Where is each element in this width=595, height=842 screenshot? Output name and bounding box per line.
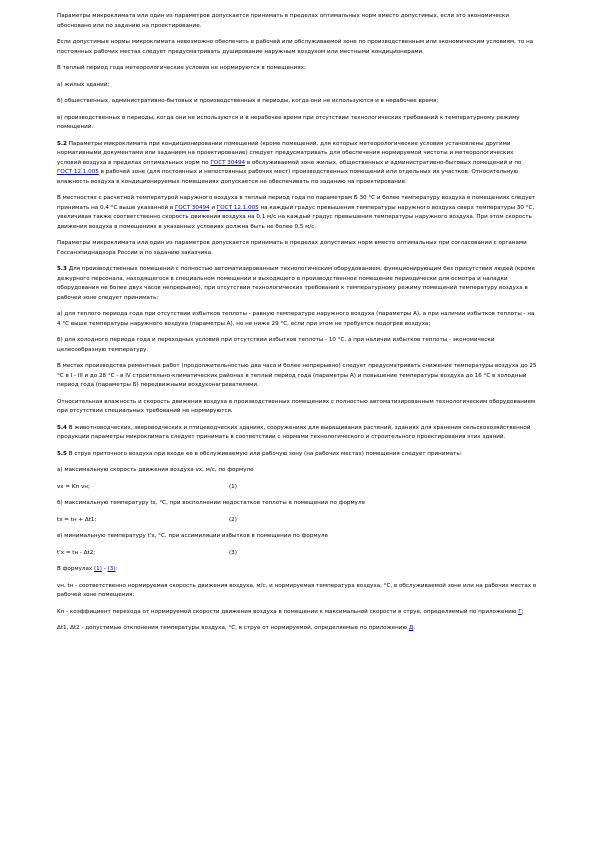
reference-link[interactable]: Д — [408, 625, 414, 631]
formula-expression: t'х = tн - Δt2; — [57, 549, 96, 556]
paragraph — [57, 64, 537, 74]
paragraph — [57, 624, 537, 634]
paragraph-text: . — [413, 625, 416, 631]
paragraph-text: В струе приточного воздуха при входе ее в обслуживаемую или рабочую зону (на рабочих местах) помещения следует принимать: — [66, 450, 462, 457]
paragraph — [57, 450, 537, 460]
paragraph — [57, 608, 537, 618]
paragraph — [57, 97, 537, 107]
paragraph-text: в обслуживаемой зоне жилых, общественных и административно-бытовых помещений и по — [245, 159, 522, 166]
clause-number: 5.5 — [57, 450, 67, 457]
reference-link[interactable]: ГОСТ 30494 — [174, 204, 210, 211]
paragraph — [57, 424, 537, 443]
paragraph — [57, 310, 537, 329]
paragraph-text: и — [209, 204, 217, 211]
formula-line — [57, 549, 537, 559]
paragraph-text: б) для холодного периода года и переходных условий при отсутствии избытков теплоты - 10 °С, а при наличии избытков теплоты - экономически целесообразную температуру. — [57, 337, 495, 353]
paragraph — [57, 81, 537, 91]
formula-expression: tх = tн + Δt1; — [57, 516, 97, 523]
paragraph — [57, 336, 537, 355]
formula-expression: vх = Kп vн; — [57, 483, 90, 490]
document-body — [57, 12, 537, 634]
paragraph — [57, 114, 537, 133]
paragraph-text: а) жилых зданий; — [57, 81, 110, 88]
clause-number: 5.4 — [57, 424, 67, 431]
paragraph — [57, 194, 537, 232]
formula-number: (3) — [229, 549, 237, 556]
paragraph — [57, 239, 537, 258]
paragraph-text: ; — [521, 608, 524, 615]
paragraph-text: В формулах — [57, 566, 94, 572]
paragraph-text: vн, tн - соответственно нормируемая скорость движения воздуха, м/с, и нормируемая температура воздуха, °С, в обслуживаемой зоне или на рабочих местах в рабочей зоне помещения; — [57, 582, 537, 598]
paragraph-text: в) минимальную температуру t'х, °С, при ассимиляции избытков в помещении по формуле — [57, 533, 328, 539]
paragraph — [57, 38, 537, 57]
reference-link[interactable]: (3) — [107, 566, 116, 572]
paragraph — [57, 265, 537, 303]
paragraph-text: на каждый градус превышения температуры наружного воздуха сверх температуры 30 °С, увеличивая также соответственно скорость движения воздуха на 0,1 м/с на каждый градус превышения температуры наружного воздуха. При этом скорость движения воздуха в помещениях в указанных условиях должна быть не более 0,5 м/с. — [57, 204, 535, 230]
reference-link[interactable]: ГОСТ 12.1.005 — [57, 169, 99, 175]
paragraph-text: в) производственных в периоды, когда они не используются и в нерабочее время при отсутствии технологических требований к температурному режиму помещений. — [57, 114, 520, 130]
paragraph-text: - — [101, 566, 108, 572]
paragraph — [57, 398, 537, 417]
paragraph-text: В местностях с расчетной температурой наружного воздуха в теплый период года по параметрам Б 30 °С и более температуру воздуха в помещениях следует принимать на 0,4 °С выше указанной в — [57, 195, 536, 211]
paragraph-text: : — [115, 566, 118, 572]
paragraph — [57, 140, 537, 188]
clause-number: 5.2 — [57, 140, 67, 147]
paragraph-text: Kп - коэффициент перехода от нормируемой скорости движения воздуха в помещении к максимальной скорости в струе, определяемый по приложению — [57, 608, 519, 615]
clause-number: 5.3 — [57, 266, 67, 272]
paragraph-text: Относительная влажность и скорость движения воздуха в производственных помещениях с полностью автоматизированным технологическим оборудованием при отсутствии специальных требований не нормируются. — [57, 398, 536, 414]
reference-link[interactable]: (1) — [94, 566, 102, 572]
paragraph — [57, 582, 537, 601]
paragraph-text: а) максимальную скорость движения воздуха vх, м/с, по формуле — [57, 467, 254, 473]
paragraph-text: Δt1, Δt2 - допустимые отклонения температуры воздуха, °С, в струе от нормируемой, определяемые по приложению — [57, 625, 409, 631]
paragraph-text: Для производственных помещений с полностью автоматизированным технологическим оборудованием, функционирующим без присутствия людей (кроме дежурного персонала, находящегося в специальном помещении и выходящего в производственное помещение периодически для осмотра и наладки оборудования не более двух часов непрерывно), при отсутствии технологических требований к температурному режиму помещений температуру воздуха в рабочей зоне следует принимать: — [57, 266, 536, 301]
paragraph-text: б) общественных, административно-бытовых и производственных в периоды, когда они не используются и в нерабочее время; — [57, 98, 439, 104]
formula-number: (2) — [229, 516, 237, 523]
paragraph — [57, 12, 537, 31]
paragraph-text: Параметры микроклимата или один из параметров допускается принимать в пределах оптимальных норм вместо допустимых, если это экономически обосновано или по заданию на проектирование. — [57, 13, 510, 29]
paragraph-text: Если допустимые нормы микроклимата невозможно обеспечить в рабочей или обслуживаемой зоне по производственным или экономическим условиям, то на постоянных рабочих местах следует предусматривать душирование наружным воздухом или местными кондиционерами. — [57, 39, 534, 55]
reference-link[interactable]: ГОСТ 12.1.005 — [216, 204, 259, 211]
paragraph — [57, 532, 537, 542]
paragraph — [57, 499, 537, 509]
reference-link[interactable]: Г — [518, 608, 522, 615]
paragraph-text: В местах производства ремонтных работ (продолжительностью два часа и более непрерывно) следует предусматривать снижение температуры воздуха до 25 °С в I - III и до 28 °С - в IV строительно-климатических районах в теплый период года (параметры А) и повышение температуры воздуха до 16 °С в холодный период года (параметры Б) передвижными воздухонагревателями. — [57, 363, 537, 388]
formula-number: (1) — [229, 483, 237, 490]
paragraph — [57, 466, 537, 476]
paragraph-text: а) для теплого периода года при отсутствии избытков теплоты - равную температуре наружного воздуха (параметры А), а при наличии избытков теплоты - на 4 °С выше температуры наружного воздуха (параметры А), но не ниже 29 °С, если при этом не требуется подогрев воздуха; — [57, 311, 535, 327]
paragraph-text: В теплый период года метеорологические условия не нормируются в помещениях: — [57, 65, 306, 71]
paragraph — [57, 362, 537, 391]
formula-line — [57, 516, 537, 526]
paragraph-text: в рабочей зоне (для постоянных и непостоянных рабочих мест) производственных помещений или отдельных их участков. Относительную влажность воздуха в кондиционируемых помещениях допускается не обеспечивать по заданию на проектирование. — [57, 169, 519, 185]
paragraph-text: Параметры микроклимата или один из параметров допускается принимать в пределах допустимых норм вместо оптимальных при согласовании с органами Госсанэпиднадзора России и по заданию заказчика. — [57, 240, 527, 256]
formula-line — [57, 483, 537, 493]
reference-link[interactable]: ГОСТ 30494 — [210, 159, 246, 166]
paragraph-text: б) максимальную температуру tх, °С, при восполнении недостатков теплоты в помещении по формуле — [57, 500, 366, 506]
paragraph-text: Параметры микроклимата при кондиционировании помещений (кроме помещений, для которых метеорологические условия установлены другими нормативными документами или заданием на проектирование) следует предусматривать для обеспечения нормируемой чистоты и метеорологических условий воздуха в пределах оптимальных норм по — [57, 140, 514, 166]
paragraph-text: В животноводческих, звероводческих и птицеводческих зданиях, сооружениях для выращивания растений, зданиях для хранения сельскохозяйственной продукции параметры микроклимата следует принимать в соответствии с нормами технологического и строительного проектирования этих зданий. — [57, 424, 531, 440]
paragraph — [57, 565, 537, 575]
